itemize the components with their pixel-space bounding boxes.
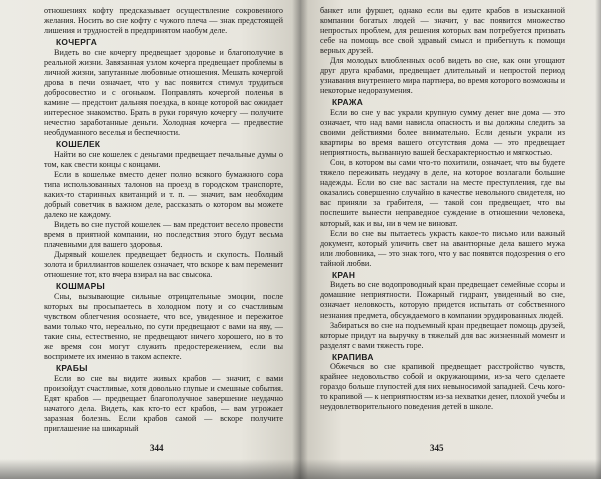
section-heading: КОШМАРЫ <box>56 281 105 292</box>
paragraph: Забираться во сне на подъемный кран предвещает помощь друзей, которые придут на выручку в тяжелый для вас жизненный момент и разделят с вами тяжесть горе. <box>320 320 565 350</box>
paragraph: Сны, вызывающие сильные отрицательные эмоции, после которых вы просыпаетесь в холодном поту и со счастливым чувством облегчения осознаете, что все, увиденное и пережитое вами только что, нереально, по сути предвещают с вами на яву, — такие сны, естественно, не предвещают ничего хорошего, но в то же время сон могут служить предостережением, если вы воспримете их именно в таком аспекте. <box>44 291 283 362</box>
paragraph: Для молодых влюбленных особ видеть во сне, как они угощают друг друга крабами, предвещает длительный и непростой период узнавания внутреннего мира партнера, во время которого возможны и некоторые недоразумения. <box>320 56 565 96</box>
left-page <box>0 0 300 479</box>
paragraph: Сон, в котором вы сами что-то похитили, означает, что вы будете тяжело переживать неудачу в деле, на которое возлагали большие надежды. Если во сне вас застали на месте преступления, где вы оказались совершенно случайно в качестве невольного свидетеля, но вас приняли за грабителя, — такой сон предвещает, что вы поспешите вынести неправедное суждение в отношении человека, который, как и вы, ни в чем не виноват. <box>320 158 565 228</box>
paragraph: Если в кошельке вместо денег полно всякого бумажного сора типа использованных талонов на проезд в городском транспорте, каких-то старинных квитанций и т. п. — значит, вам необходим добрый советчик в важном деле, рассказать о котором вы можете далеко не каждому. <box>44 169 283 220</box>
right-page-text <box>320 6 565 445</box>
paragraph: отношениях кофту предсказывает осуществление сокровенного желания. Носить во сне кофту с чужого плеча — знак предстоящей лишения и трудностей в предпринятом наобум деле. <box>44 6 283 36</box>
right-page <box>300 0 601 479</box>
paragraph: Видеть во сне пустой кошелек — вам предстоит весело провести время в приятной компании, но последствия этого будут весьма плачевными для вашего здоровья. <box>44 220 283 250</box>
paragraph: Видеть во сне кочергу предвещает здоровье и благополучие в реальной жизни. Завязанная узлом кочерга предвещает проблемы в личной жизни, запутанные любовные отношения. Мешать кочергой дрова в печи означает, что у вас появится стимул трудиться добросовестно и с огоньком. Поправлять кочергой поленья в камине — предстоит дальняя поездка, в конце которой вас ожидает интересное знакомство. Брать в руки горячую кочергу — получите нечестно заработанные деньги. Холодная кочерга — предвестие необдуманного веселья и беспечности. <box>44 47 283 138</box>
paragraph: банкет или фуршет, однако если вы едите крабов в изысканной компании богатых людей — значит, у вас появится множество непростых проблем, для решения которых вам потребуется призвать себе на помощь все свой здравый смысл и прибегнуть к помощи верных друзей. <box>320 6 565 56</box>
section-heading: КРАБЫ <box>56 363 88 374</box>
section-heading: КОШЕЛЕК <box>56 139 101 150</box>
book-gutter <box>292 0 308 479</box>
section-heading: КРАПИВА <box>332 351 374 362</box>
page-number-left: 344 <box>150 443 164 453</box>
paragraph: Видеть во сне водопроводный кран предвещает семейные ссоры и домашние неприятности. Пожарный гидрант, увиденный во сне, означает неловкость, которую придется испытать от собственного незнания предмета, обсуждаемого в компании эрудированных людей. <box>320 280 565 320</box>
page-shadow <box>0 459 300 479</box>
paragraph: Если во сне у вас украли крупную сумму денег вне дома — это означает, что над вами нависла опасность и вы должны следить за своими действиями более внимательно. Если деньги украли из квартиры во время вашего отсутствия дома — это предвещает неприятность, вызванную вашей бесхарактерностью и мягкостью. <box>320 108 565 158</box>
section-heading: КРАН <box>332 269 356 280</box>
paragraph: Обжечься во сне крапивой предвещает расстройство чувств, крайнее недовольство собой и окружающими, из-за чего сделаете гораздо больше глупостей для них невыносимой западней. Сечь кого-то крапивой — к неприятностям из-за нехватки денег, плохой учебы и неудовлетворительного поведения детей в школе. <box>320 362 565 412</box>
section-heading: КОЧЕРГА <box>56 37 98 48</box>
paragraph: Если во сне вы видите живых крабов — значит, с вами произойдут счастливые, хотя довольно глупые и смешные события. Едят крабов — предвещает благополучное завершение неудачно начатого дела. Видеть, как кто-то ест крабов, — вам угрожает заразная болезнь. Если крабов самой — вскоре получите приглашение на шикарный <box>44 373 283 434</box>
left-page-text <box>44 6 283 445</box>
page-shadow <box>300 459 601 479</box>
section-heading: КРАЖА <box>332 97 364 108</box>
paragraph: Найти во сне кошелек с деньгами предвещает печальные думы о том, как свести концы с концами. <box>44 149 283 169</box>
page-number-right: 345 <box>430 443 444 453</box>
paragraph: Дырявый кошелек предвещает бедность и скупость. Полный золота и бриллиантов кошелек означает, что вскоре к вам переменит отношение тот, кто вчера взирал на вас свысока. <box>44 250 283 280</box>
paragraph: Если во сне вы пытаетесь украсть какое-то письмо или важный документ, который уличить свет на авантюрные дела вашего мужа или любовника, — это знак того, что у вас появятся подозрения о его тайной любви. <box>320 228 565 268</box>
page-edge <box>595 0 601 479</box>
